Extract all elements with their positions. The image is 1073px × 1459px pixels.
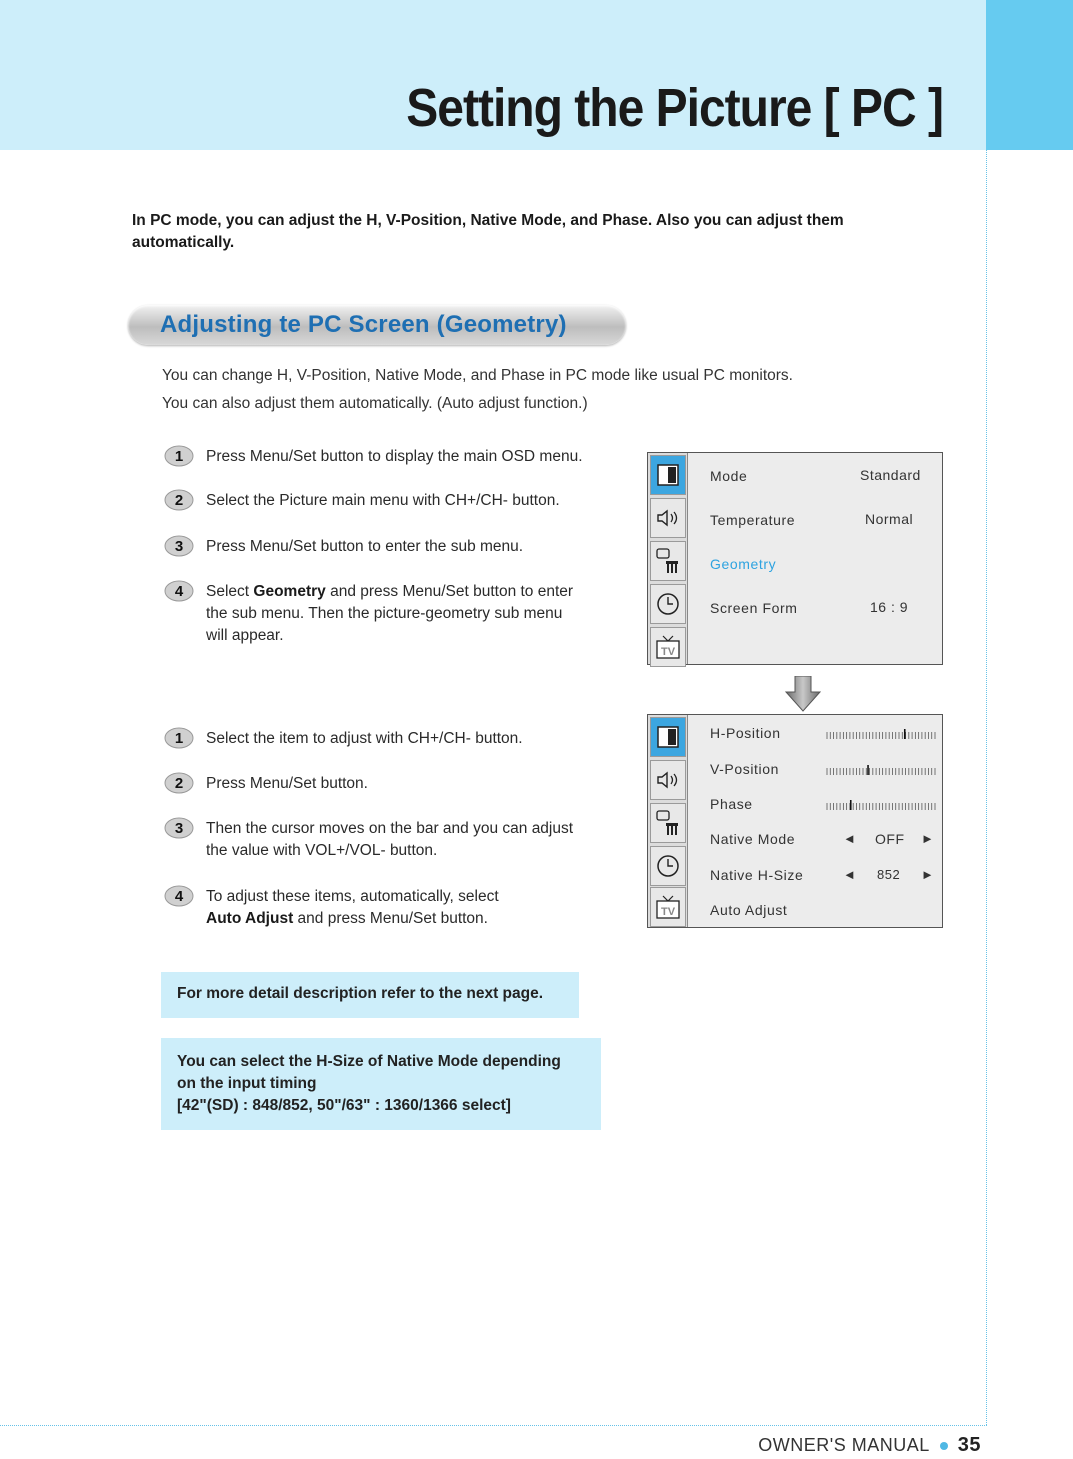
step-b-2 bbox=[164, 773, 604, 795]
step-text-line-2: the sub menu. Then the picture-geometry sub menu bbox=[206, 605, 563, 622]
osd-row-screen-form-value: 16 : 9 bbox=[870, 599, 909, 615]
tv-icon-label: TV bbox=[660, 906, 676, 918]
step-text-bold: Auto Adjust bbox=[206, 910, 294, 927]
down-arrow-icon bbox=[784, 676, 822, 717]
native-mode-right-arrow[interactable]: ► bbox=[921, 831, 935, 846]
phase-slider[interactable] bbox=[826, 800, 936, 810]
step-number-badge bbox=[164, 817, 194, 839]
step-number-text: 3 bbox=[174, 538, 184, 555]
osd-row-h-position-label[interactable]: H-Position bbox=[710, 725, 781, 741]
step-b-4 bbox=[164, 886, 604, 930]
step-number-badge bbox=[164, 772, 194, 794]
osd-row-phase-label[interactable]: Phase bbox=[710, 796, 753, 812]
clock-icon[interactable] bbox=[650, 846, 686, 886]
step-number-badge bbox=[164, 727, 194, 749]
page-footer bbox=[758, 1434, 981, 1457]
clock-icon[interactable] bbox=[650, 584, 686, 624]
bottom-dotted-rule bbox=[0, 1425, 987, 1426]
page-title: Setting the Picture [ PC ] bbox=[406, 79, 943, 139]
step-number-badge bbox=[164, 580, 194, 602]
h-position-slider[interactable] bbox=[826, 729, 936, 739]
intro-paragraph bbox=[132, 210, 892, 254]
osd-row-native-mode-label[interactable]: Native Mode bbox=[710, 831, 796, 847]
setup-icon[interactable] bbox=[650, 803, 686, 843]
native-mode-value: OFF bbox=[875, 831, 905, 847]
section-description-2: You can also adjust them automatically. (Auto adjust function.) bbox=[162, 395, 588, 412]
osd-row-mode-label[interactable]: Mode bbox=[710, 468, 748, 484]
step-a-1 bbox=[164, 446, 604, 468]
step-b-1 bbox=[164, 728, 604, 750]
sound-icon[interactable] bbox=[650, 498, 686, 538]
osd-row-temperature-label[interactable]: Temperature bbox=[710, 512, 796, 528]
step-text bbox=[206, 581, 604, 603]
osd-picture-menu bbox=[647, 452, 943, 665]
native-h-size-left-arrow[interactable]: ◄ bbox=[843, 867, 857, 882]
note-line-3: [42"(SD) : 848/852, 50"/63" : 1360/1366 select] bbox=[177, 1097, 511, 1114]
step-number-text: 3 bbox=[174, 820, 184, 837]
step-text-bold: Geometry bbox=[253, 583, 326, 600]
step-text-line-2: the value with VOL+/VOL- button. bbox=[206, 842, 438, 859]
osd-row-geometry-label[interactable]: Geometry bbox=[710, 556, 777, 572]
osd-row-temperature-value: Normal bbox=[865, 511, 914, 527]
step-text: Press Menu/Set button to display the main OSD menu. bbox=[206, 448, 583, 465]
step-a-3 bbox=[164, 536, 604, 558]
step-number-badge bbox=[164, 445, 194, 467]
tv-icon[interactable] bbox=[650, 627, 686, 667]
native-h-size-value: 852 bbox=[877, 867, 901, 882]
native-mode-left-arrow[interactable]: ◄ bbox=[843, 831, 857, 846]
step-text: Select the item to adjust with CH+/CH- button. bbox=[206, 730, 523, 747]
footer-label: OWNER'S MANUAL bbox=[758, 1435, 930, 1455]
step-number-text: 4 bbox=[174, 583, 184, 600]
page-number: 35 bbox=[957, 1434, 981, 1456]
note-line-2: on the input timing bbox=[177, 1075, 317, 1092]
note-line-1: You can select the H-Size of Native Mode depending bbox=[177, 1053, 561, 1070]
step-text-post: and press Menu/Set button. bbox=[293, 910, 488, 927]
osd-row-screen-form-label[interactable]: Screen Form bbox=[710, 600, 798, 616]
osd-row-mode-value: Standard bbox=[860, 467, 921, 483]
osd-row-native-h-size-label[interactable]: Native H-Size bbox=[710, 867, 804, 883]
step-number-text: 2 bbox=[174, 492, 184, 509]
tv-icon-label: TV bbox=[660, 646, 676, 658]
step-number-badge bbox=[164, 489, 194, 511]
native-h-size-right-arrow[interactable]: ► bbox=[921, 867, 935, 882]
step-text: Then the cursor moves on the bar and you can adjust bbox=[206, 820, 574, 837]
section-title: Adjusting te PC Screen (Geometry) bbox=[160, 311, 567, 338]
bullet-icon bbox=[940, 1442, 948, 1450]
osd-row-auto-adjust-label[interactable]: Auto Adjust bbox=[710, 902, 788, 918]
note-next-page: For more detail description refer to the next page. bbox=[161, 972, 579, 1018]
osd-sidebar bbox=[648, 453, 688, 664]
tv-icon[interactable] bbox=[650, 887, 686, 927]
osd-sidebar bbox=[648, 715, 688, 927]
step-text: Select the Picture main menu with CH+/CH- button. bbox=[206, 492, 560, 509]
section-description-1: You can change H, V-Position, Native Mode, and Phase in PC mode like usual PC monitors. bbox=[162, 367, 793, 384]
step-text: To adjust these items, automatically, select bbox=[206, 888, 499, 905]
step-number-badge bbox=[164, 535, 194, 557]
step-text-post: and press Menu/Set button to enter bbox=[325, 583, 574, 600]
note-native-hsize bbox=[161, 1038, 601, 1130]
step-text-pre: Select bbox=[206, 583, 254, 600]
picture-icon[interactable] bbox=[650, 717, 686, 757]
osd-row-v-position-label[interactable]: V-Position bbox=[710, 761, 780, 777]
step-number-text: 4 bbox=[174, 888, 184, 905]
step-number-text: 1 bbox=[174, 448, 184, 465]
setup-icon[interactable] bbox=[650, 541, 686, 581]
intro-line-1: In PC mode, you can adjust the H, V-Position, Native Mode, and Phase. Also you can adjust them bbox=[132, 212, 844, 229]
intro-line-2: automatically. bbox=[132, 234, 235, 251]
step-number-badge bbox=[164, 885, 194, 907]
right-dotted-rule bbox=[986, 150, 987, 1425]
step-text: Press Menu/Set button. bbox=[206, 775, 368, 792]
step-text-line-3: will appear. bbox=[206, 627, 284, 644]
step-number-text: 2 bbox=[174, 775, 184, 792]
step-number-text: 1 bbox=[174, 730, 184, 747]
picture-icon[interactable] bbox=[650, 455, 686, 495]
sound-icon[interactable] bbox=[650, 760, 686, 800]
step-text: Press Menu/Set button to enter the sub menu. bbox=[206, 538, 524, 555]
header-corner-block bbox=[986, 0, 1073, 150]
step-a-2 bbox=[164, 490, 604, 512]
step-a-4 bbox=[164, 581, 604, 647]
v-position-slider[interactable] bbox=[826, 765, 936, 775]
osd-geometry-menu bbox=[647, 714, 943, 928]
step-text-line-2 bbox=[206, 908, 604, 930]
step-b-3 bbox=[164, 818, 604, 862]
